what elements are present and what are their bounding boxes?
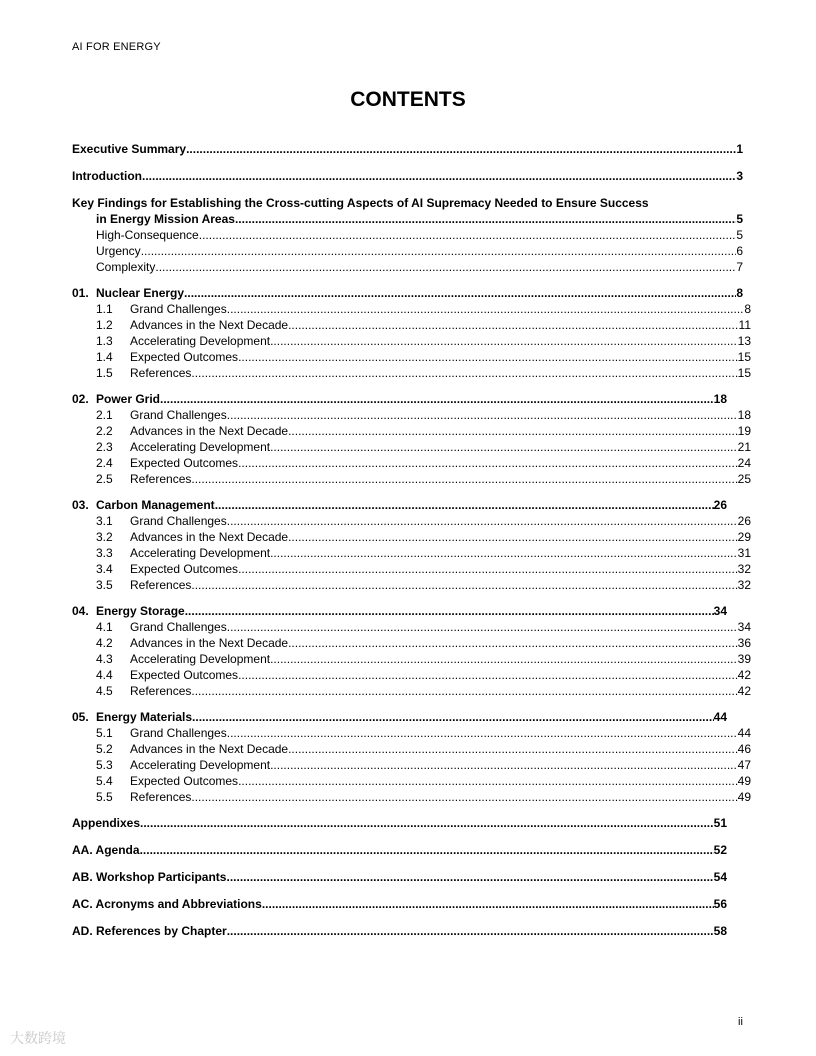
toc-entry-label: AD. References by Chapter [72,924,227,938]
toc-subentry-high-consequence[interactable] [72,227,743,243]
dot-leader [185,603,714,619]
toc-entry-label: AC. Acronyms and Abbreviations [72,897,262,911]
toc-page-number: 8 [736,286,743,300]
section-number: 1.1 [96,302,113,316]
chapter-title: Power Grid [96,392,161,406]
section-title: Advances in the Next Decade [130,530,289,544]
toc-page-number: 21 [737,440,751,454]
toc-page-number: 19 [737,424,751,438]
section-title: References [130,684,192,698]
dot-leader [160,391,714,407]
section-title: Accelerating Development [130,440,271,454]
dot-leader [141,243,737,259]
section-title: References [130,578,192,592]
toc-section[interactable] [72,349,751,365]
toc-subentry-urgency[interactable] [72,243,743,259]
dot-leader [140,842,714,858]
section-number: 1.2 [96,318,113,332]
dot-leader [186,141,736,157]
toc-page-number: 15 [737,366,751,380]
dot-leader [262,896,714,912]
toc-page-number: 56 [713,897,727,911]
table-of-contents [72,141,751,939]
toc-section[interactable] [72,301,751,317]
section-number: 5.4 [96,774,113,788]
section-number: 3.1 [96,514,113,528]
section-title: Advances in the Next Decade [130,636,289,650]
dot-leader [155,259,736,275]
dot-leader [199,227,737,243]
toc-entry-key-findings[interactable] [72,211,743,227]
toc-entry-label: Executive Summary [72,142,187,156]
toc-page-number: 18 [737,408,751,422]
dot-leader [140,815,714,831]
dot-leader [270,545,738,561]
dot-leader [192,709,714,725]
section-number: 4.2 [96,636,113,650]
running-header: AI FOR ENERGY [72,41,161,53]
section-title: Grand Challenges [130,408,227,422]
section-title: Expected Outcomes [130,456,239,470]
dot-leader [288,741,738,757]
toc-section[interactable] [72,545,751,561]
toc-subentry-complexity[interactable] [72,259,743,275]
dot-leader [270,439,738,455]
toc-page-number: 49 [737,790,751,804]
toc-chapter-energy-storage[interactable] [72,603,727,619]
toc-page-number: 11 [738,318,751,332]
toc-entry-executive-summary[interactable] [72,141,743,157]
toc-entry-introduction[interactable] [72,168,743,184]
toc-page-number: 52 [713,843,727,857]
chapter-number: 02. [72,392,89,406]
toc-section[interactable] [72,439,751,455]
toc-page-number: 29 [737,530,751,544]
dot-leader [288,529,738,545]
toc-page-number: 46 [737,742,751,756]
toc-entry-references-by-chapter[interactable] [72,923,727,939]
dot-leader [238,349,738,365]
dot-leader [238,455,738,471]
toc-page-number: 58 [713,924,727,938]
dot-leader [191,577,737,593]
toc-section[interactable] [72,789,751,805]
toc-section[interactable] [72,407,751,423]
section-number: 2.2 [96,424,113,438]
toc-entry-label: AB. Workshop Participants [72,870,227,884]
toc-chapter-nuclear-energy[interactable] [72,285,743,301]
section-number: 1.4 [96,350,113,364]
toc-section[interactable] [72,529,751,545]
page-title: CONTENTS [350,88,466,111]
chapter-title: Nuclear Energy [96,286,185,300]
toc-entry-key-findings-line1[interactable]: Key Findings for Establishing the Cross-cutting Aspects of AI Supremacy Needed to Ensure Success [72,196,649,210]
section-number: 2.3 [96,440,113,454]
toc-page-number: 6 [736,244,743,258]
dot-leader [235,211,736,227]
toc-section[interactable] [72,725,751,741]
section-number: 2.4 [96,456,113,470]
section-number: 5.1 [96,726,113,740]
section-number: 4.3 [96,652,113,666]
toc-entry-label: Introduction [72,169,142,183]
toc-entry-workshop-participants[interactable] [72,869,727,885]
toc-section[interactable] [72,333,751,349]
toc-page-number: 34 [737,620,751,634]
toc-section[interactable] [72,561,751,577]
section-number: 3.4 [96,562,113,576]
dot-leader [238,773,738,789]
toc-chapter-power-grid[interactable] [72,391,727,407]
toc-section[interactable] [72,471,751,487]
section-number: 1.3 [96,334,113,348]
toc-page-number: 42 [737,684,751,698]
toc-entry-label: Complexity [96,260,156,274]
section-title: References [130,366,192,380]
toc-page-number: 5 [736,212,743,226]
toc-section[interactable] [72,741,751,757]
dot-leader [227,725,738,741]
dot-leader [142,168,736,184]
toc-page-number: 24 [737,456,751,470]
toc-entry-label: AA. Agenda [72,843,140,857]
toc-page-number: 26 [737,514,751,528]
toc-page-number: 25 [737,472,751,486]
dot-leader [184,285,736,301]
dot-leader [215,497,714,513]
chapter-number: 01. [72,286,89,300]
toc-entry-agenda[interactable] [72,842,727,858]
watermark: 大数跨境 [10,1030,66,1046]
toc-chapter-carbon-management[interactable] [72,497,727,513]
chapter-title: Energy Storage [96,604,185,618]
section-title: Advances in the Next Decade [130,424,289,438]
section-number: 4.5 [96,684,113,698]
toc-entry-acronyms[interactable] [72,896,727,912]
page-number: ii [738,1016,743,1028]
dot-leader [191,789,737,805]
dot-leader [226,869,713,885]
section-title: References [130,790,192,804]
section-title: Grand Challenges [130,514,227,528]
toc-page-number: 54 [713,870,727,884]
dot-leader [270,333,738,349]
chapter-number: 03. [72,498,89,512]
section-title: Advances in the Next Decade [130,742,289,756]
dot-leader [288,635,738,651]
toc-section[interactable] [72,773,751,789]
toc-section[interactable] [72,513,751,529]
toc-page-number: 51 [713,816,727,830]
toc-page-number: 15 [737,350,751,364]
dot-leader [288,317,738,333]
toc-page-number: 18 [713,392,727,406]
section-number: 4.4 [96,668,113,682]
section-number: 2.5 [96,472,113,486]
toc-section[interactable] [72,757,751,773]
toc-page-number: 1 [736,142,743,156]
toc-page-number: 36 [737,636,751,650]
section-title: Expected Outcomes [130,350,239,364]
chapter-number: 05. [72,710,89,724]
chapter-title: Energy Materials [96,710,193,724]
toc-section[interactable] [72,577,751,593]
section-number: 1.5 [96,366,113,380]
toc-entry-appendixes[interactable] [72,815,727,831]
section-number: 5.5 [96,790,113,804]
toc-page-number: 49 [737,774,751,788]
section-number: 3.2 [96,530,113,544]
dot-leader [227,301,745,317]
toc-section[interactable] [72,683,751,699]
dot-leader [227,923,714,939]
section-title: Accelerating Development [130,758,271,772]
section-number: 3.5 [96,578,113,592]
toc-section[interactable] [72,317,751,333]
toc-page-number: 13 [737,334,751,348]
toc-page-number: 32 [737,562,751,576]
toc-page-number: 31 [737,546,751,560]
section-title: Grand Challenges [130,302,227,316]
dot-leader [238,667,738,683]
section-title: Grand Challenges [130,620,227,634]
toc-page-number: 8 [744,302,751,316]
section-number: 5.2 [96,742,113,756]
toc-page-number: 3 [736,169,743,183]
section-title: Accelerating Development [130,546,271,560]
section-title: Advances in the Next Decade [130,318,289,332]
section-number: 3.3 [96,546,113,560]
section-number: 2.1 [96,408,113,422]
section-number: 5.3 [96,758,113,772]
toc-section[interactable] [72,619,751,635]
dot-leader [227,619,738,635]
section-title: References [130,472,192,486]
toc-page-number: 44 [737,726,751,740]
section-title: Grand Challenges [130,726,227,740]
toc-page-number: 34 [713,604,727,618]
toc-entry-label: Urgency [96,244,141,258]
toc-page-number: 39 [737,652,751,666]
dot-leader [288,423,738,439]
dot-leader [238,561,738,577]
toc-page-number: 32 [737,578,751,592]
dot-leader [270,651,738,667]
chapter-title: Carbon Management [96,498,215,512]
section-title: Expected Outcomes [130,562,239,576]
toc-page-number: 44 [713,710,727,724]
toc-section[interactable] [72,635,751,651]
toc-chapter-energy-materials[interactable] [72,709,727,725]
toc-entry-label: in Energy Mission Areas [96,212,235,226]
toc-page-number: 47 [737,758,751,772]
toc-entry-label: Appendixes [72,816,141,830]
toc-section[interactable] [72,651,751,667]
dot-leader [270,757,738,773]
dot-leader [191,365,737,381]
dot-leader [227,407,738,423]
dot-leader [191,471,737,487]
dot-leader [227,513,738,529]
section-title: Accelerating Development [130,334,271,348]
toc-entry-label: High-Consequence [96,228,199,242]
section-title: Expected Outcomes [130,774,239,788]
section-title: Accelerating Development [130,652,271,666]
section-title: Expected Outcomes [130,668,239,682]
toc-section[interactable] [72,365,751,381]
toc-section[interactable] [72,423,751,439]
section-number: 4.1 [96,620,113,634]
toc-section[interactable] [72,455,751,471]
toc-section[interactable] [72,667,751,683]
toc-page-number: 42 [737,668,751,682]
toc-page-number: 26 [713,498,727,512]
toc-page-number: 5 [736,228,743,242]
toc-page-number: 7 [736,260,743,274]
chapter-number: 04. [72,604,89,618]
dot-leader [191,683,737,699]
